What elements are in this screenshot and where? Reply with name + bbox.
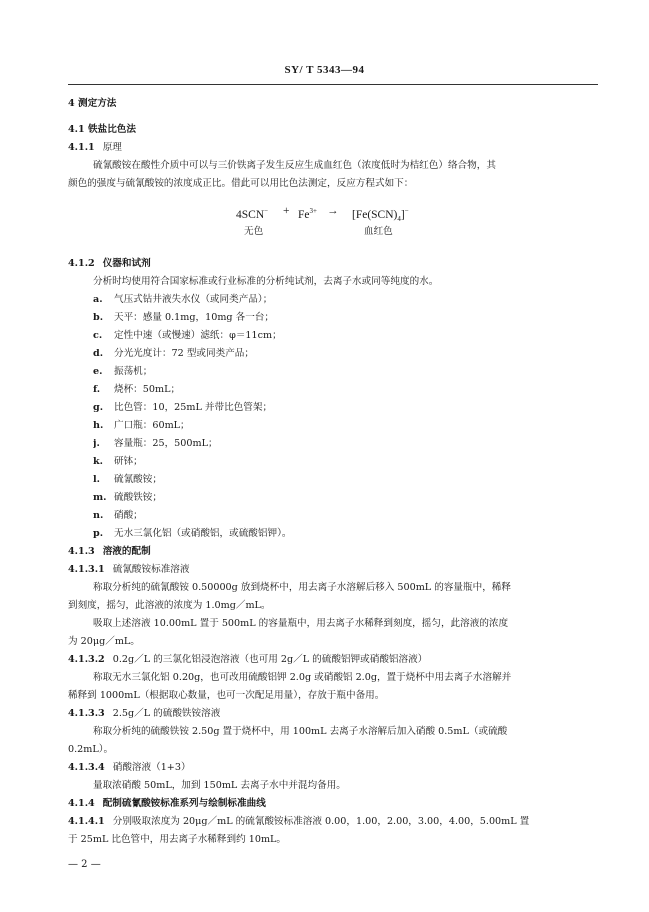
section-4-1-4-heading <box>68 796 598 812</box>
page-number: — 2 — <box>68 859 101 870</box>
section-number: 4.1.1 <box>68 142 95 153</box>
section-4-1-1-heading <box>68 140 598 156</box>
section-number: 4.1.4.1 <box>68 816 105 827</box>
equation-label-colorless: 无色 <box>244 226 264 237</box>
paragraph-line: 稀释到 1000mL（根据取心数量，也可一次配足用量），存放于瓶中备用。 <box>68 690 385 701</box>
paragraph-line: 到刻度，摇匀，此溶液的浓度为 1.0mg／mL。 <box>68 600 271 611</box>
section-4-1-3-4-heading <box>68 760 598 776</box>
section-4-1-4-1-paragraph <box>68 814 598 830</box>
list-item: n. 硝酸； <box>93 510 143 521</box>
paragraph-line: 为 20μg／mL。 <box>68 636 140 647</box>
list-item: m. 硫酸铁铵； <box>93 492 162 503</box>
section-title: 溶液的配制 <box>102 546 151 557</box>
reaction-equation <box>0 202 649 224</box>
section-title: 硫氰酸铵标准溶液 <box>112 564 190 575</box>
section-title: 配制硫氰酸铵标准系列与绘制标准曲线 <box>102 798 266 809</box>
list-item: k. 研钵； <box>93 456 143 467</box>
paragraph-line: 于 25mL 比色管中，用去离子水稀释到约 10mL。 <box>68 834 286 845</box>
equation-reactant-fe: $Fe^{3+}$ <box>298 207 317 221</box>
paragraph-line: 硫氰酸铵在酸性介质中可以与三价铁离子发生反应生成血红色（浓度低时为桔红色）络合物，其 <box>93 160 496 171</box>
paragraph-line: 称取分析纯的硫酸铁铵 2.50g 置于烧杯中，用 100mL 去离子水溶解后加入硝酸 0.5mL（或硫酸 <box>93 726 508 737</box>
header-rule <box>68 84 598 85</box>
section-title: 硝酸溶液（1+3） <box>112 762 191 773</box>
paragraph-line: 称取无水三氯化铝 0.20g，也可改用硫酸铝钾 2.0g 或硝酸铝 2.0g，置于烧杯中用去离子水溶解并 <box>93 672 512 683</box>
paragraph-line: 0.2mL）。 <box>68 744 114 755</box>
list-item: a. 气压式钻井液失水仪（或同类产品）； <box>93 294 273 305</box>
list-item: g. 比色管：10，25mL 并带比色管架； <box>93 402 273 413</box>
paragraph-line: 分别吸取浓度为 20μg／mL 的硫氰酸铵标准溶液 0.00，1.00，2.00，3.00，4.00，5.00mL 置 <box>112 816 530 827</box>
equation-arrow: → <box>327 205 339 217</box>
paragraph-line: 分析时均使用符合国家标准或行业标准的分析纯试剂，去离子水或同等纯度的水。 <box>93 276 439 287</box>
section-4-1-3-2-heading <box>68 652 598 668</box>
section-4-1-heading: 4.1 铁盐比色法 <box>68 124 136 135</box>
section-title: 仪器和试剂 <box>102 258 151 269</box>
section-title: 2.5g／L 的硫酸铁铵溶液 <box>112 708 221 719</box>
section-number: 4.1.3 <box>68 546 95 557</box>
list-item: l. 硫氰酸铵； <box>93 474 162 485</box>
section-number: 4.1.3.1 <box>68 564 105 575</box>
list-item: h. 广口瓶：60mL； <box>93 420 190 431</box>
section-number: 4.1.4 <box>68 798 95 809</box>
list-item: j. 容量瓶：25，500mL； <box>93 438 218 449</box>
list-item: d. 分光光度计：72 型或同类产品； <box>93 348 254 359</box>
list-item: b. 天平：感量 0.1mg，10mg 各一台； <box>93 312 274 323</box>
section-4-heading: 4 测定方法 <box>68 98 117 109</box>
paragraph-line: 颜色的强度与硫氰酸铵的浓度成正比。借此可以用比色法测定，反应方程式如下： <box>68 178 414 189</box>
section-4-1-3-3-heading <box>68 706 598 722</box>
section-number: 4.1.2 <box>68 258 95 269</box>
section-number: 4.1.3.4 <box>68 762 105 773</box>
section-title: 0.2g／L 的三氯化铝浸泡溶液（也可用 2g／L 的硫酸铝钾或硝酸铝溶液） <box>112 654 428 665</box>
list-item: e. 振荡机； <box>93 366 153 377</box>
list-item: f. 烧杯：50mL； <box>93 384 181 395</box>
paragraph-line: 吸取上述溶液 10.00mL 置于 500mL 的容量瓶中，用去离子水稀释到刻度，摇匀，此溶液的浓度 <box>93 618 509 629</box>
section-number: 4.1.3.2 <box>68 654 105 665</box>
equation-product: $[Fe(SCN)_4]^-$ <box>352 207 409 224</box>
section-4-1-3-1-heading <box>68 562 598 578</box>
section-4-1-3-heading <box>68 544 598 560</box>
equation-plus: + <box>283 205 290 217</box>
paragraph-line: 称取分析纯的硫氰酸铵 0.50000g 放到烧杯中，用去离子水溶解后移入 500mL 的容量瓶中，稀释 <box>93 582 511 593</box>
equation-reactant-scn: 4SCN− <box>236 207 269 221</box>
page-header-standard-number: SY/ T 5343—94 <box>284 64 365 76</box>
list-item: c. 定性中速（或慢速）滤纸：φ＝11cm； <box>93 330 282 341</box>
section-title: 原理 <box>102 142 122 153</box>
section-number: 4.1.3.3 <box>68 708 105 719</box>
list-item: p. 无水三氯化铝（或硝酸铝，或硫酸铝钾）。 <box>93 528 292 539</box>
equation-label-blood-red: 血红色 <box>364 226 393 237</box>
section-4-1-2-heading <box>68 256 598 272</box>
paragraph-line: 量取浓硝酸 50mL，加到 150mL 去离子水中并混均备用。 <box>93 780 346 791</box>
